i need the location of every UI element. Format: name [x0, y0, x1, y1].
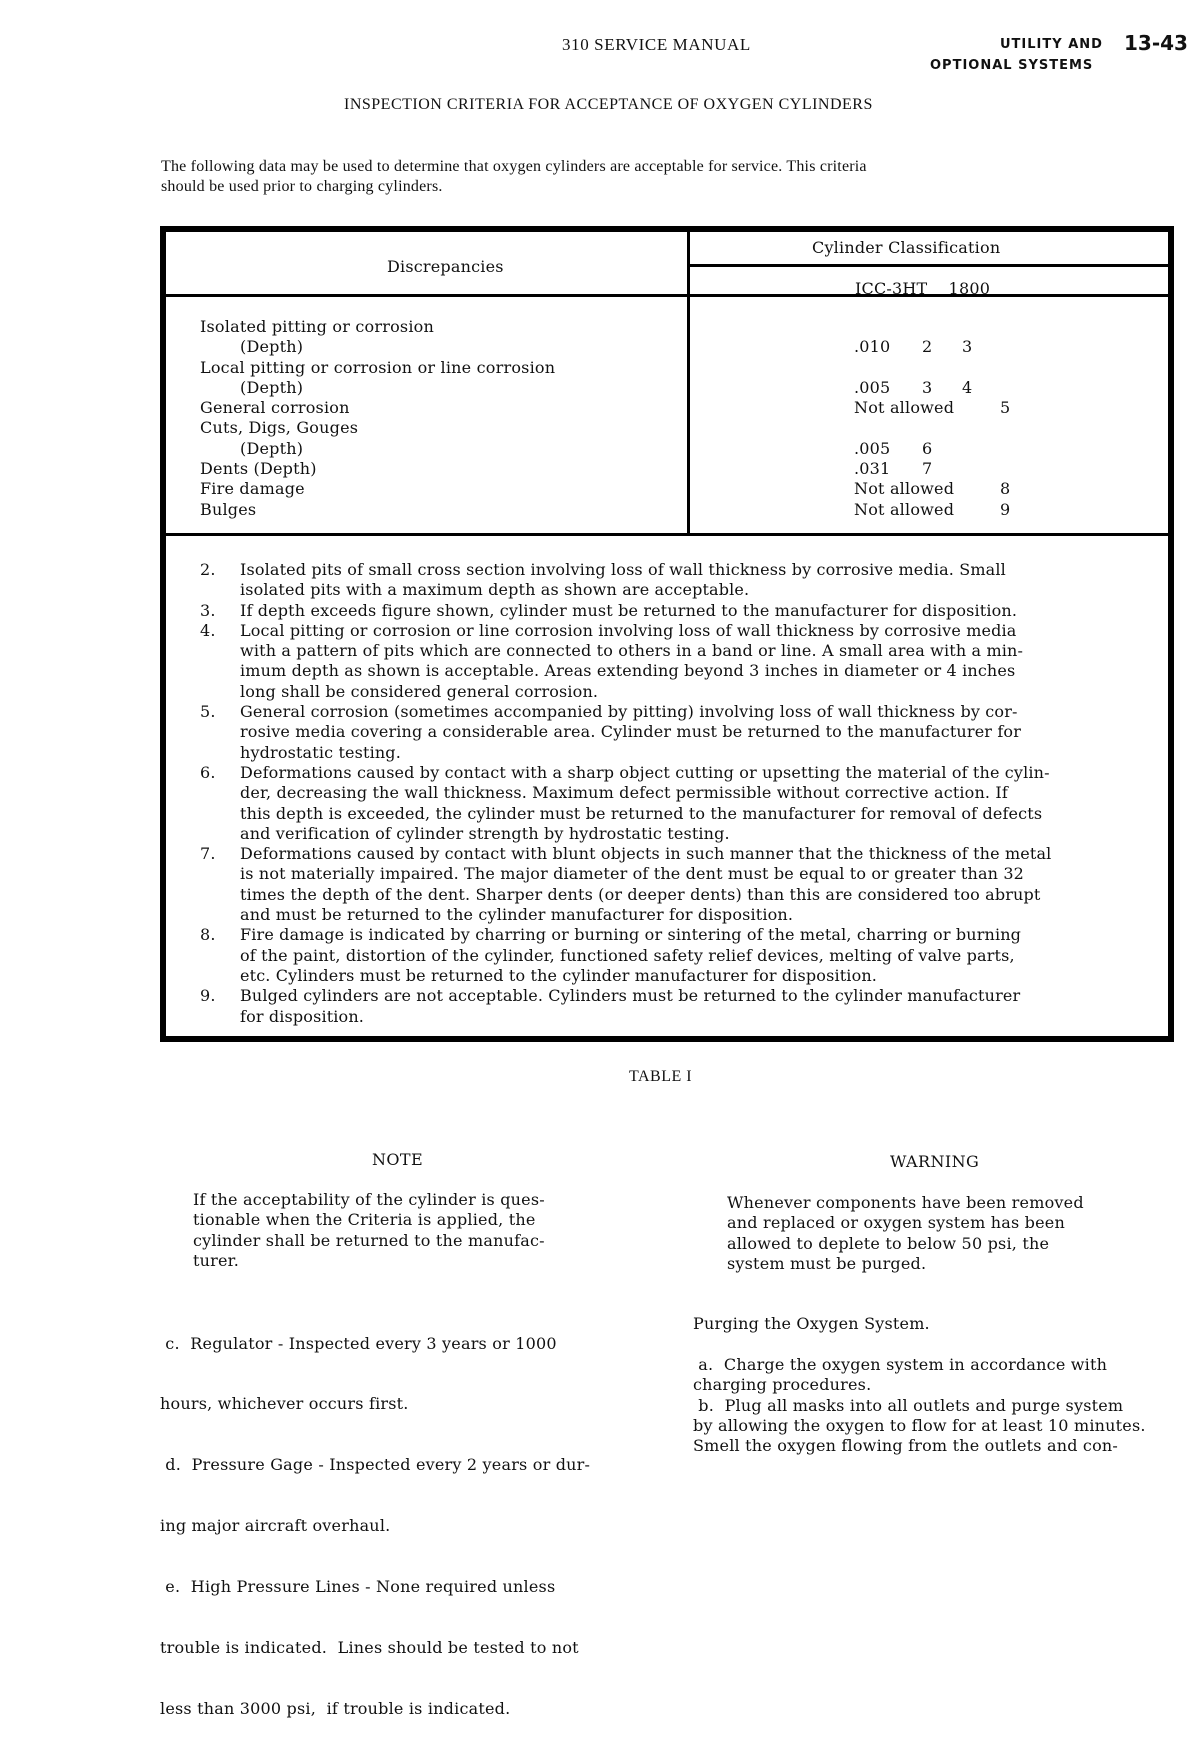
note-number: 3. — [200, 600, 216, 620]
note-line: times the depth of the dent. Sharper dents (or deeper dents) than this are considered too abrupt — [240, 884, 1041, 904]
value-row — [854, 398, 1054, 418]
note-line: long shall be considered general corrosion. — [240, 681, 599, 701]
warning-body — [727, 1193, 1084, 1274]
body-line: hours, whichever occurs first. — [160, 1394, 409, 1414]
note-line: etc. Cylinders must be returned to the cylinder manufacturer for disposition. — [240, 965, 878, 985]
table-note — [200, 844, 1120, 925]
page-number: 13-43 — [1124, 31, 1188, 55]
note-line: with a pattern of pits which are connected to others in a band or line. A small area with a min- — [240, 641, 1024, 661]
note-ref: 7 — [922, 459, 933, 479]
value-row — [854, 500, 1054, 520]
discrepancy-item: Local pitting or corrosion or line corrosion — [200, 357, 556, 377]
warning-body-line: and replaced or oxygen system has been — [727, 1213, 1065, 1233]
depth-value: .031 — [854, 459, 891, 479]
note-title: NOTE — [372, 1150, 424, 1169]
table-notes — [200, 560, 1120, 1027]
note-line: this depth is exceeded, the cylinder must be returned to the manufacturer for removal of defects — [240, 803, 1043, 823]
note-number: 6. — [200, 762, 216, 782]
note-line: imum depth as shown is acceptable. Areas extending beyond 3 inches in diameter or 4 inches — [240, 661, 1016, 681]
intro-paragraph — [161, 157, 867, 197]
note-ref: 4 — [962, 377, 973, 397]
note-ref: 2 — [922, 337, 933, 357]
classification-subheader: ICC-3HT 1800 — [855, 279, 991, 298]
discrepancy-item: Isolated pitting or corrosion — [200, 317, 434, 336]
warning-title: WARNING — [890, 1152, 980, 1171]
note-ref: 5 — [1000, 398, 1011, 418]
document-title: INSPECTION CRITERIA FOR ACCEPTANCE OF OXYGEN CYLINDERS — [344, 96, 873, 113]
table-note — [200, 560, 1120, 601]
depth-value: Not allowed — [854, 398, 955, 418]
value-row — [854, 358, 1054, 378]
note-number: 2. — [200, 560, 216, 579]
intro-line: The following data may be used to determine that oxygen cylinders are acceptable for service. This criteria — [161, 158, 867, 175]
note-line: If depth exceeds figure shown, cylinder must be returned to the manufacturer for disposition. — [240, 600, 1018, 620]
note-line: for disposition. — [240, 1006, 365, 1026]
discrepancies-header: Discrepancies — [387, 257, 504, 276]
cylinder-classification-header: Cylinder Classification — [812, 238, 1001, 257]
note-body-line: tionable when the Criteria is applied, the — [193, 1210, 536, 1230]
note-line: hydrostatic testing. — [240, 742, 401, 762]
discrepancy-item: Dents (Depth) — [200, 459, 317, 479]
value-row — [854, 317, 1054, 337]
note-line: of the paint, distortion of the cylinder, functioned safety relief devices, melting of valve parts, — [240, 945, 1015, 965]
discrepancy-item: Fire damage — [200, 479, 305, 499]
note-number: 8. — [200, 925, 216, 945]
value-row — [854, 418, 1054, 438]
depth-value: .005 — [854, 377, 891, 397]
table-note — [200, 763, 1120, 844]
note-line: Fire damage is indicated by charring or burning or sintering of the metal, charring or burning — [240, 925, 1022, 945]
body-line: ing major aircraft overhaul. — [160, 1516, 391, 1536]
purging-heading — [693, 1314, 930, 1334]
note-body-line: If the acceptability of the cylinder is ques- — [193, 1190, 545, 1209]
note-line: Deformations caused by contact with blunt objects in such manner that the thickness of the metal — [240, 844, 1052, 864]
body-line: charging procedures. — [693, 1375, 872, 1395]
warning-body-line: Whenever components have been removed — [727, 1193, 1084, 1212]
note-body-line: turer. — [193, 1250, 240, 1270]
depth-value: .010 — [854, 337, 891, 357]
value-row — [854, 459, 1054, 479]
depth-value: Not allowed — [854, 499, 955, 519]
table-note — [200, 925, 1120, 986]
value-row — [854, 439, 1054, 459]
intro-line: should be used prior to charging cylinders. — [161, 178, 443, 195]
note-number: 9. — [200, 986, 216, 1006]
note-ref: 3 — [962, 337, 973, 357]
note-line: der, decreasing the wall thickness. Maximum defect permissible without corrective action. If — [240, 783, 1008, 803]
value-row — [854, 337, 1054, 357]
body-line: b. Plug all masks into all outlets and purge system — [693, 1395, 1124, 1415]
body-line: e. High Pressure Lines - None required unless — [160, 1577, 556, 1597]
body-line: trouble is indicated. Lines should be tested to not — [160, 1638, 579, 1658]
note-line: is not materially impaired. The major diameter of the dent must be equal to or greater than 32 — [240, 864, 1024, 884]
note-ref: 6 — [922, 438, 933, 458]
section-heading: Purging the Oxygen System. — [693, 1314, 930, 1333]
note-ref: 9 — [1000, 499, 1011, 519]
note-line: General corrosion (sometimes accompanied by pitting) involving loss of wall thickness by cor- — [240, 702, 1018, 722]
value-row — [854, 378, 1054, 398]
depth-value: .005 — [854, 438, 891, 458]
note-number: 7. — [200, 844, 216, 864]
note-line: and must be returned to the cylinder manufacturer for disposition. — [240, 905, 794, 925]
note-line: Isolated pits of small cross section involving loss of wall thickness by corrosive media. Small — [240, 560, 1006, 579]
note-number: 4. — [200, 620, 216, 640]
body-line: Smell the oxygen flowing from the outlets and con- — [693, 1436, 1119, 1456]
warning-body-line: allowed to deplete to below 50 psi, the — [727, 1233, 1050, 1253]
table-note — [200, 601, 1120, 621]
note-body — [193, 1190, 545, 1271]
note-line: and verification of cylinder strength by hydrostatic testing. — [240, 823, 730, 843]
note-number: 5. — [200, 702, 216, 722]
value-row — [854, 479, 1054, 499]
table-label: TABLE I — [629, 1068, 693, 1085]
note-line: Bulged cylinders are not acceptable. Cylinders must be returned to the cylinder manufacturer — [240, 986, 1021, 1006]
inspection-intervals — [160, 1293, 590, 1740]
note-ref: 3 — [922, 377, 933, 397]
discrepancy-item: (Depth) — [240, 377, 304, 397]
manual-title: 310 SERVICE MANUAL — [562, 35, 751, 54]
body-line: less than 3000 psi, if trouble is indicated. — [160, 1698, 511, 1718]
section-title: UTILITY AND — [1000, 37, 1103, 52]
purging-steps — [693, 1355, 1146, 1456]
note-line: Deformations caused by contact with a sharp object cutting or upsetting the material of the cylin- — [240, 762, 1050, 782]
section-subtitle: OPTIONAL SYSTEMS — [930, 58, 1094, 73]
discrepancy-item: (Depth) — [240, 438, 304, 458]
table-note — [200, 986, 1120, 1027]
table-note — [200, 621, 1120, 702]
note-line: Local pitting or corrosion or line corrosion involving loss of wall thickness by corrosive media — [240, 620, 1017, 640]
warning-body-line: system must be purged. — [727, 1253, 927, 1273]
body-line: a. Charge the oxygen system in accordance with — [693, 1355, 1108, 1374]
note-body-line: cylinder shall be returned to the manufac- — [193, 1230, 545, 1250]
body-line: by allowing the oxygen to flow for at least 10 minutes. — [693, 1415, 1146, 1435]
discrepancy-item: Cuts, Digs, Gouges — [200, 418, 359, 438]
discrepancy-item: General corrosion — [200, 398, 350, 418]
depth-value: Not allowed — [854, 479, 955, 499]
discrepancy-item: (Depth) — [240, 337, 304, 357]
note-line: rosive media covering a considerable area. Cylinder must be returned to the manufacturer for — [240, 722, 1021, 742]
discrepancy-item: Bulges — [200, 499, 257, 519]
body-line: d. Pressure Gage - Inspected every 2 years or dur- — [160, 1455, 591, 1475]
table-note — [200, 702, 1120, 763]
note-ref: 8 — [1000, 479, 1011, 499]
body-line: c. Regulator - Inspected every 3 years or 1000 — [160, 1333, 557, 1353]
note-line: isolated pits with a maximum depth as shown are acceptable. — [240, 580, 750, 600]
